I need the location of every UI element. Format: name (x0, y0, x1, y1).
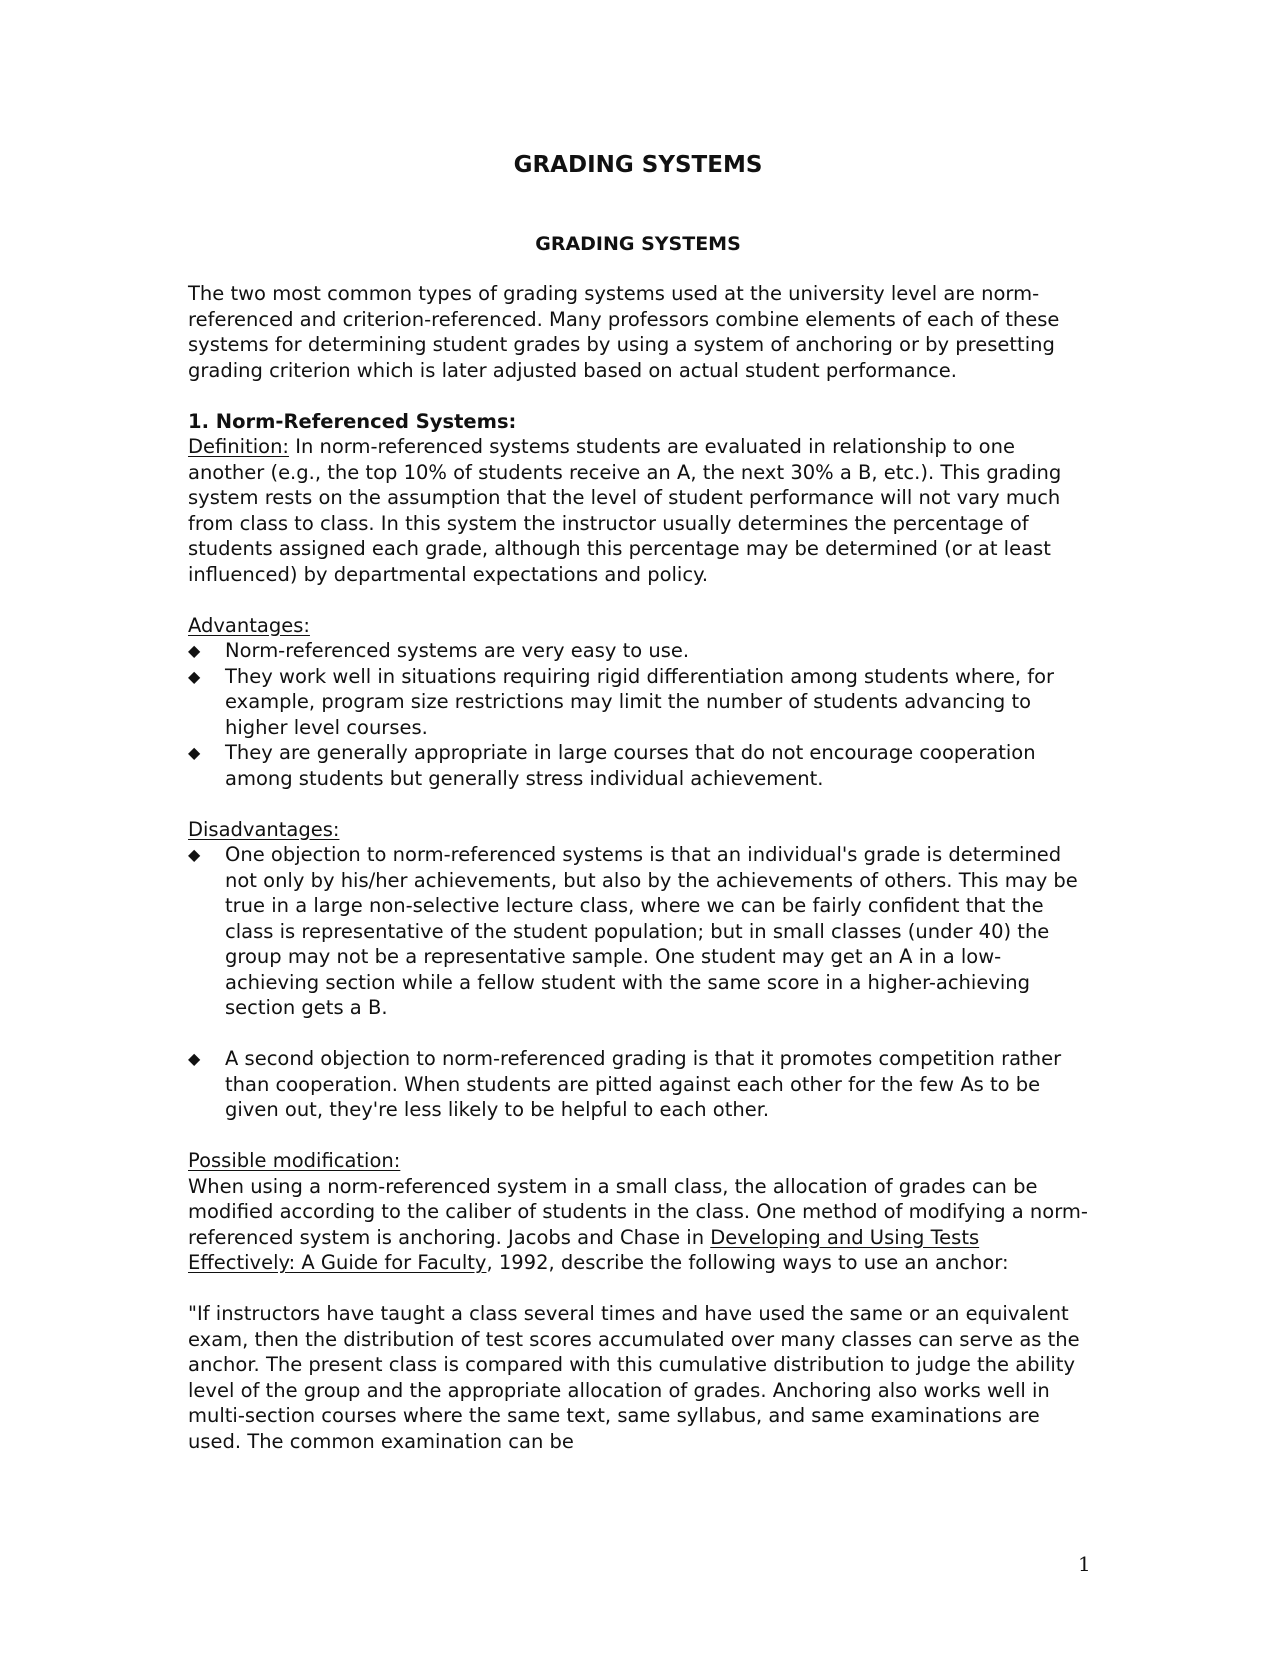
modification-text-start: When using a norm-referenced system in a small class, the allocation of grades can be modified according to the caliber of students in the class. One method of modifying a norm-referenced system is anchoring. Jacobs and Chase in (188, 1174, 1088, 1249)
document-body (188, 281, 1088, 1454)
modification-paragraph (188, 1174, 1088, 1276)
disadvantages-list-continued (188, 1046, 1088, 1123)
disadvantage-text: A second objection to norm-referenced grading is that it promotes competition rather than cooperation. When students are pitted against each other for the few As to be given out, they're less likely to be helpful to each other. (225, 1047, 1062, 1121)
list-item (188, 1046, 1088, 1123)
document-title: GRADING SYSTEMS (513, 152, 763, 178)
diamond-bullet-icon: ◆ (188, 845, 201, 864)
advantages-label: Advantages: (188, 613, 310, 637)
definition-paragraph (188, 434, 1088, 587)
advantage-text: They work well in situations requiring rigid differentiation among students where, for example, program size restrictions may limit the number of students advancing to higher level courses. (225, 664, 1055, 739)
page-number: 1 (1078, 1552, 1091, 1576)
paragraph-spacer (188, 587, 1088, 613)
list-item (188, 638, 1088, 664)
list-item (188, 664, 1088, 741)
disadvantages-list (188, 842, 1088, 1021)
list-item (188, 842, 1088, 1021)
diamond-bullet-icon: ◆ (188, 743, 201, 762)
diamond-bullet-icon: ◆ (188, 1049, 201, 1068)
modification-label: Possible modification: (188, 1149, 401, 1172)
definition-label: Definition: (188, 435, 289, 458)
section-title: GRADING SYSTEMS (535, 233, 741, 255)
paragraph-spacer (188, 791, 1088, 817)
paragraph-spacer (188, 1021, 1088, 1047)
definition-text: In norm-referenced systems students are evaluated in relationship to one another (e.g., the top 10% of students receive an A, the next 30% a B, etc.). This grading system rests on the assumption that the level of student performance will not vary much from class to class. In this system the instructor usually determines the percentage of students assigned each grade, although this percentage may be determined (or at least influenced) by departmental expectations and policy. (188, 435, 1062, 586)
intro-paragraph: The two most common types of grading systems used at the university level are norm-referenced and criterion-referenced. Many professors combine elements of each of these systems for determining student grades by using a system of anchoring or by presetting grading criterion which is later adjusted based on actual student performance. (188, 282, 1060, 382)
list-item (188, 740, 1088, 791)
disadvantage-text: One objection to norm-referenced systems is that an individual's grade is determined not only by his/her achievements, but also by the achievements of others. This may be true in a large non-selective lecture class, where we can be fairly confident that the class is representative of the student population; but in small classes (under 40) the group may not be a representative sample. One student may get an A in a low-achieving section while a fellow student with the same score in a higher-achieving section gets a B. (225, 843, 1078, 1019)
diamond-bullet-icon: ◆ (188, 666, 201, 686)
paragraph-spacer (188, 1276, 1088, 1302)
modification-text-end: , 1992, describe the following ways to use an anchor: (486, 1251, 1009, 1274)
book-title: Developing and Using Tests Effectively: A Guide for Faculty (188, 1225, 980, 1274)
diamond-bullet-icon: ◆ (188, 641, 201, 660)
paragraph-spacer (188, 383, 1088, 409)
advantages-list (188, 638, 1088, 791)
advantage-text: They are generally appropriate in large courses that do not encourage cooperation among students but generally stress individual achievement. (225, 741, 1036, 790)
norm-referenced-heading: 1. Norm-Referenced Systems: (188, 409, 517, 433)
quote-paragraph: "If instructors have taught a class several times and have used the same or an equivalent exam, then the distribution of test scores accumulated over many classes can serve as the anchor. The present class is compared with this cumulative distribution to judge the ability level of the group and the appropriate allocation of grades. Anchoring also works well in multi-section courses where the same text, same syllabus, and same examinations are used. The common examination can be (188, 1302, 1080, 1453)
paragraph-spacer (188, 1123, 1088, 1149)
advantage-text: Norm-referenced systems are very easy to use. (225, 639, 690, 662)
disadvantages-label: Disadvantages: (188, 817, 340, 841)
